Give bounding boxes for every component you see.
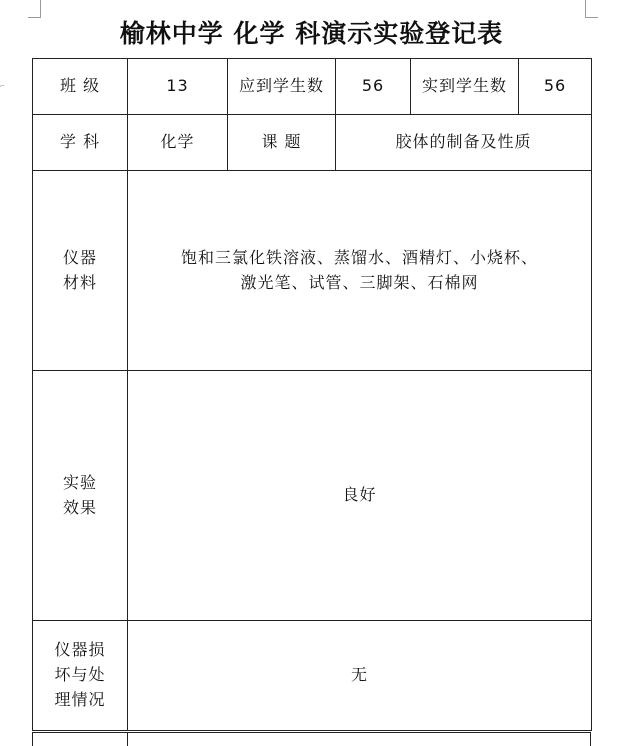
- subject-row: [33, 115, 592, 171]
- equipment-content-line1: 饱和三氯化铁溶液、蒸馏水、酒精灯、小烧杯、: [180, 247, 538, 267]
- damage-label-line2: 坏与处: [54, 665, 106, 685]
- topic-label: 课 题: [228, 115, 336, 171]
- damage-value[interactable]: 无: [128, 621, 592, 731]
- subject-value[interactable]: 化学: [128, 115, 228, 171]
- equipment-label-line1: 仪器: [62, 247, 97, 267]
- margin-marker: ⌐: [0, 83, 6, 90]
- expected-students-value[interactable]: 56: [336, 59, 411, 115]
- effect-label-line1: 实验: [62, 472, 97, 492]
- equipment-label: [33, 171, 128, 371]
- actual-students-label: 实到学生数: [411, 59, 519, 115]
- document-title: 榆林中学 化学 科演示实验登记表: [119, 19, 504, 48]
- effect-label-line2: 效果: [62, 497, 97, 517]
- actual-students-value[interactable]: 56: [519, 59, 592, 115]
- class-label: 班 级: [33, 59, 128, 115]
- damage-label: [33, 621, 128, 731]
- next-row-divider: [127, 732, 128, 746]
- topic-value[interactable]: 胶体的制备及性质: [336, 115, 592, 171]
- equipment-row: [33, 171, 592, 371]
- effect-label: [33, 371, 128, 621]
- equipment-content-line2: 激光笔、试管、三脚架、石棉网: [240, 272, 479, 292]
- class-value[interactable]: 13: [128, 59, 228, 115]
- class-row: [33, 59, 592, 115]
- equipment-label-line2: 材料: [62, 272, 97, 292]
- experiment-register-table: [32, 58, 592, 731]
- expected-students-label: 应到学生数: [228, 59, 336, 115]
- damage-label-line3: 理情况: [54, 689, 106, 709]
- equipment-content[interactable]: [128, 171, 592, 371]
- subject-label: 学 科: [33, 115, 128, 171]
- damage-row: [33, 621, 592, 731]
- next-row-stub: [32, 732, 591, 746]
- effect-row: [33, 371, 592, 621]
- damage-label-line1: 仪器损: [54, 640, 106, 660]
- effect-value[interactable]: 良好: [128, 371, 592, 621]
